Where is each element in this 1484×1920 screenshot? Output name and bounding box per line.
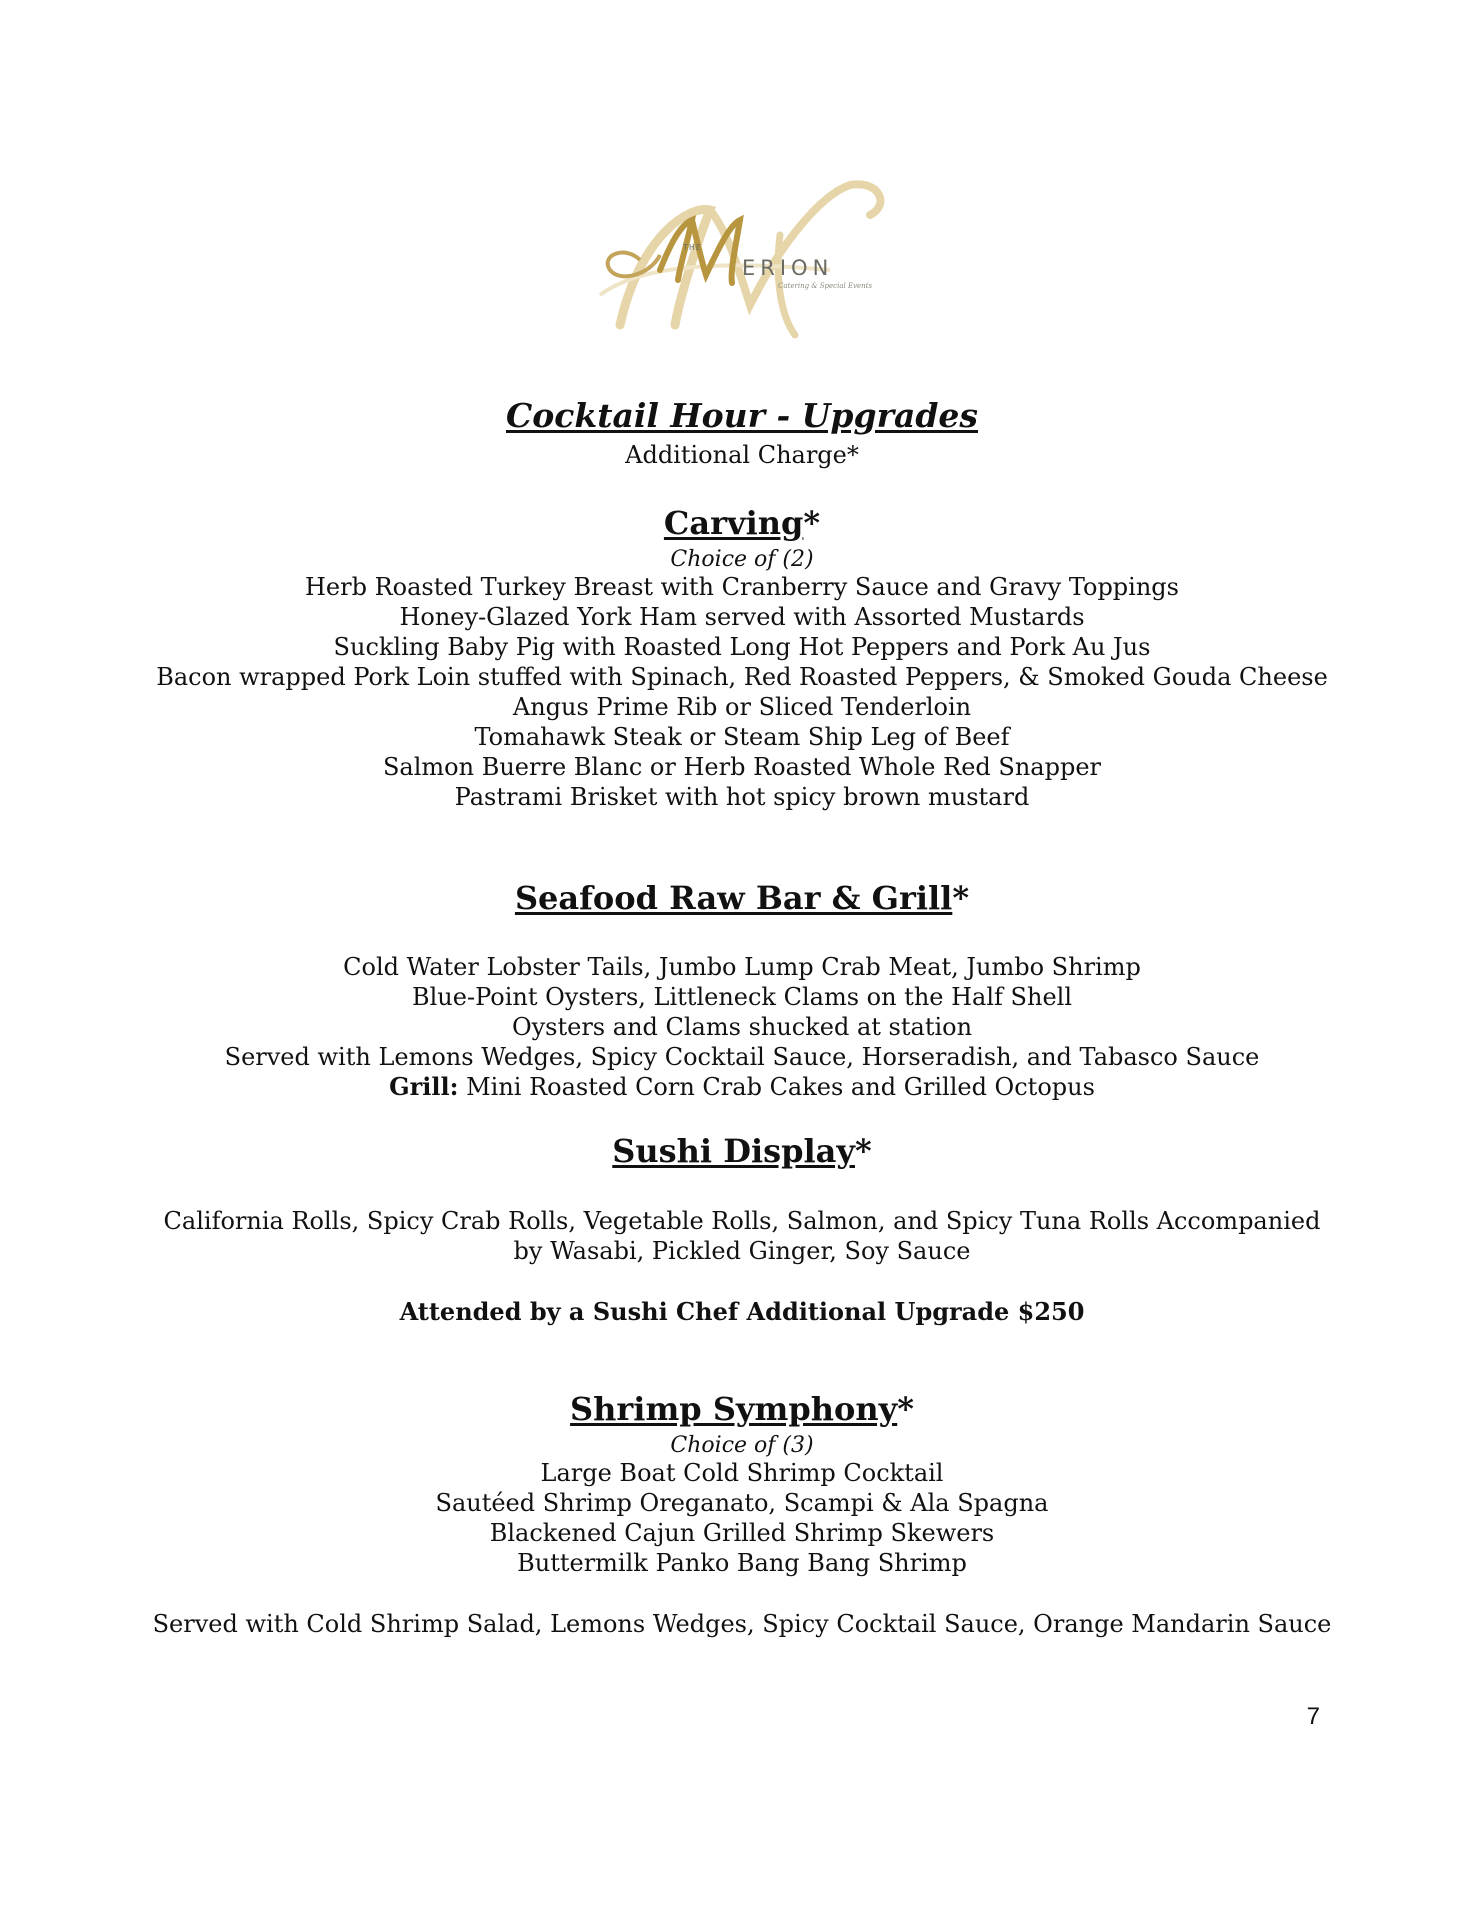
carving-item: Herb Roasted Turkey Breast with Cranberry Sauce and Gravy Toppings: [305, 573, 1179, 601]
page-title: [0, 396, 1484, 436]
logo-subtitle: Catering & Special Events: [778, 282, 873, 290]
logo-name-text: ERION: [742, 256, 834, 280]
carving-item: Bacon wrapped Pork Loin stuffed with Spinach, Red Roasted Peppers, & Smoked Gouda Cheese: [156, 663, 1328, 691]
shrimp-heading-text: Shrimp Symphony: [570, 1390, 898, 1428]
seafood-item: Cold Water Lobster Tails, Jumbo Lump Crab Meat, Jumbo Shrimp: [343, 953, 1141, 981]
page-title-text: Cocktail Hour - Upgrades: [505, 396, 978, 435]
carving-heading-mark: *: [803, 504, 821, 542]
carving-choice: Choice of (2): [670, 547, 814, 572]
seafood-heading: [0, 878, 1484, 918]
grill-label: Grill:: [389, 1072, 459, 1101]
sushi-item: California Rolls, Spicy Crab Rolls, Vegetable Rolls, Salmon, and Spicy Tuna Rolls Accompanied: [163, 1207, 1321, 1235]
shrimp-heading: [0, 1389, 1484, 1429]
seafood-heading-mark: *: [952, 879, 970, 917]
carving-heading-text: Carving: [663, 504, 804, 542]
sushi-heading-text: Sushi Display: [612, 1132, 855, 1170]
shrimp-item: Blackened Cajun Grilled Shrimp Skewers: [489, 1519, 995, 1547]
sushi-upgrade: Attended by a Sushi Chef Additional Upgrade $250: [399, 1297, 1085, 1326]
shrimp-heading-mark: *: [897, 1390, 914, 1428]
seafood-item: Oysters and Clams shucked at station: [511, 1013, 973, 1041]
seafood-item: Served with Lemons Wedges, Spicy Cocktail Sauce, Horseradish, and Tabasco Sauce: [224, 1043, 1260, 1071]
carving-item: Honey-Glazed York Ham served with Assorted Mustards: [399, 603, 1085, 631]
shrimp-served: Served with Cold Shrimp Salad, Lemons Wedges, Spicy Cocktail Sauce, Orange Mandarin Sauce: [152, 1610, 1332, 1638]
carving-item: Pastrami Brisket with hot spicy brown mustard: [454, 783, 1030, 811]
shrimp-item: Sautéed Shrimp Oreganato, Scampi & Ala Spagna: [435, 1489, 1049, 1517]
carving-item: Tomahawk Steak or Steam Ship Leg of Beef: [474, 723, 1010, 751]
sushi-heading-mark: *: [855, 1132, 872, 1170]
logo-the-text: THE: [683, 243, 702, 252]
shrimp-item: Buttermilk Panko Bang Bang Shrimp: [517, 1549, 967, 1577]
shrimp-item: Large Boat Cold Shrimp Cocktail: [540, 1459, 944, 1487]
seafood-grill-line: [0, 1072, 1484, 1102]
carving-item: Angus Prime Rib or Sliced Tenderloin: [512, 693, 972, 721]
page-number: 7: [1306, 1703, 1320, 1730]
sushi-heading: [0, 1131, 1484, 1171]
carving-heading: [0, 503, 1484, 543]
sushi-item: by Wasabi, Pickled Ginger, Soy Sauce: [513, 1237, 971, 1265]
carving-item: Suckling Baby Pig with Roasted Long Hot Peppers and Pork Au Jus: [333, 633, 1151, 661]
carving-item: Salmon Buerre Blanc or Herb Roasted Whole Red Snapper: [382, 753, 1102, 781]
seafood-heading-text: Seafood Raw Bar & Grill: [514, 879, 953, 917]
page-subtitle: Additional Charge*: [625, 441, 859, 469]
grill-text: Mini Roasted Corn Crab Cakes and Grilled Octopus: [458, 1073, 1095, 1101]
shrimp-choice: Choice of (3): [670, 1433, 814, 1458]
seafood-item: Blue-Point Oysters, Littleneck Clams on the Half Shell: [411, 983, 1072, 1011]
